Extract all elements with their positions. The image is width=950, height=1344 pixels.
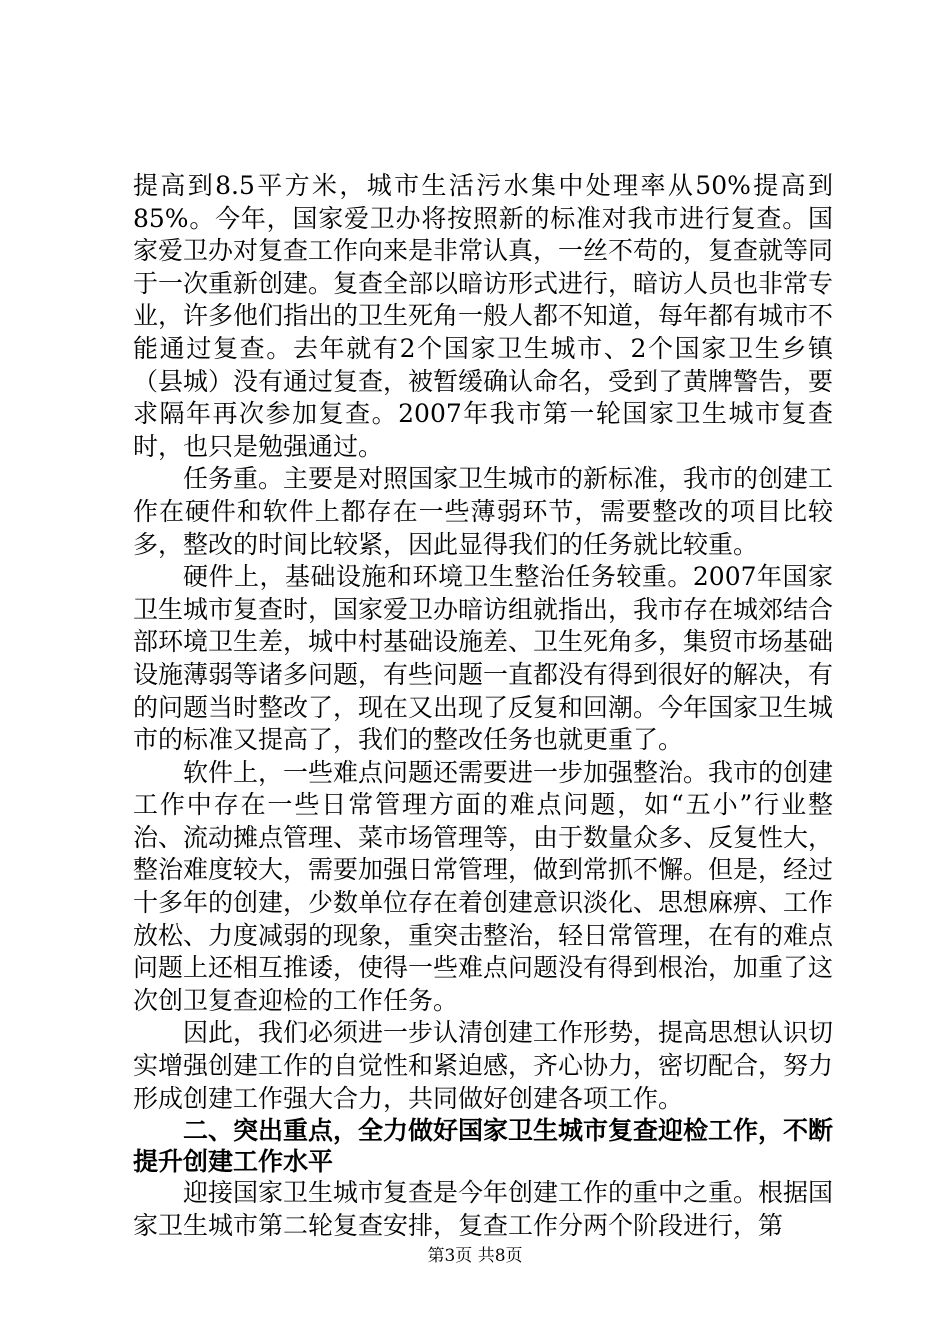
- paragraph-continued: 提高到8.5平方米，城市生活污水集中处理率从50%提高到85%。今年，国家爱卫办将按照新的标准对我市进行复查。国家爱卫办对复查工作向来是非常认真，一丝不苟的，复查就等同于一次重新创建。复查全部以暗访形式进行，暗访人员也非常专业，许多他们指出的卫生死角一般人都不知道，每年都有城市不能通过复查。去年就有2个国家卫生城市、2个国家卫生乡镇（县城）没有通过复查，被暂缓确认命名，受到了黄牌警告，要求隔年再次参加复查。2007年我市第一轮国家卫生城市复查时，也只是勉强通过。: [133, 171, 834, 461]
- document-body: [133, 170, 833, 1242]
- paragraph-review: 迎接国家卫生城市复查是今年创建工作的重中之重。根据国家卫生城市第二轮复查安排，复查工作分两个阶段进行，第: [133, 1178, 834, 1240]
- section-heading: 二、突出重点，全力做好国家卫生城市复查迎检工作，不断提升创建工作水平: [133, 1116, 834, 1177]
- paragraph-hardware: 硬件上，基础设施和环境卫生整治任务较重。2007年国家卫生城市复查时，国家爱卫办暗访组就指出，我市存在城郊结合部环境卫生差，城中村基础设施差、卫生死角多，集贸市场基础设施薄弱等诸多问题，有些问题一直都没有得到很好的解决，有的问题当时整改了，现在又出现了反复和回潮。今年国家卫生城市的标准又提高了，我们的整改任务也就更重了。: [133, 562, 834, 755]
- paragraph-therefore: 因此，我们必须进一步认清创建工作形势，提高思想认识切实增强创建工作的自觉性和紧迫感，齐心协力，密切配合，努力形成创建工作强大合力，共同做好创建各项工作。: [133, 1018, 834, 1113]
- paragraph-task-heavy: 任务重。主要是对照国家卫生城市的新标准，我市的创建工作在硬件和软件上都存在一些薄弱环节，需要整改的项目比较多，整改的时间比较紧，因此显得我们的任务就比较重。: [133, 464, 834, 559]
- paragraph-software: 软件上，一些难点问题还需要进一步加强整治。我市的创建工作中存在一些日常管理方面的难点问题，如“五小”行业整治、流动摊点管理、菜市场管理等，由于数量众多、反复性大，整治难度较大，需要加强日常管理，做到常抓不懈。但是，经过十多年的创建，少数单位存在着创建意识淡化、思想麻痹、工作放松、力度减弱的现象，重突击整治，轻日常管理，在有的难点问题上还相互推诿，使得一些难点问题没有得到根治，加重了这次创卫复查迎检的工作任务。: [133, 757, 834, 1015]
- page-number-footer: 第3页 共8页: [427, 1246, 523, 1266]
